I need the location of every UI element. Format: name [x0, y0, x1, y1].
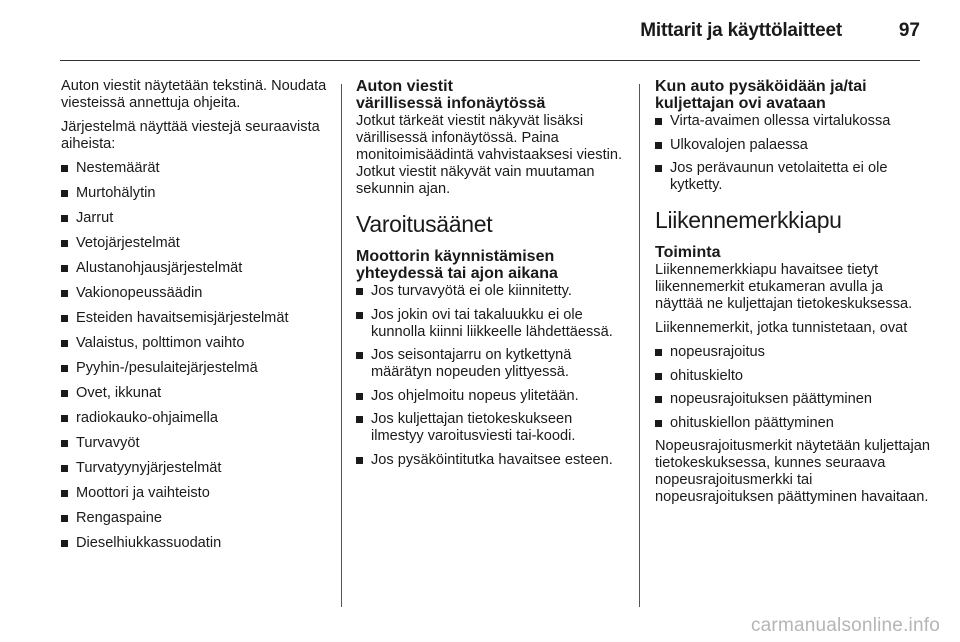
bullet-icon — [61, 415, 68, 422]
header-title: Mittarit ja käyttölaitteet — [640, 20, 842, 41]
list-item-text: Dieselhiukkassuodatin — [76, 535, 222, 551]
column-2 — [356, 78, 628, 475]
list-item — [356, 283, 628, 300]
list-item — [655, 344, 930, 361]
list-item — [61, 410, 331, 427]
subheading-line: Kun auto pysäköidään ja/tai — [655, 78, 867, 95]
list-item — [655, 391, 930, 408]
list-item — [356, 388, 628, 405]
list-item-text: Esteiden havaitsemisjärjestelmät — [76, 310, 289, 326]
list-item — [61, 310, 331, 327]
list-item — [356, 411, 628, 445]
subheading-line: Auton viestit — [356, 78, 453, 95]
subheading-line: yhteydessä tai ajon aikana — [356, 265, 558, 282]
warning-chime-list — [356, 283, 628, 469]
list-item-text: Jos perävaunun vetolaitetta ei ole kytketty. — [670, 160, 888, 193]
list-item-text: Jos jokin ovi tai takaluukku ei ole kunnolla kiinni liikkeelle lähdettäessä. — [371, 306, 613, 340]
bullet-icon — [61, 290, 68, 297]
list-item — [655, 137, 930, 154]
bullet-icon — [61, 265, 68, 272]
bullet-icon — [356, 352, 363, 359]
list-item-text: Jos ohjelmoitu nopeus ylitetään. — [371, 387, 579, 404]
list-item — [655, 415, 930, 432]
bullet-icon — [655, 165, 662, 172]
list-item-text: Virta-avaimen ollessa virtalukossa — [670, 113, 891, 129]
column-3 — [655, 78, 930, 513]
list-item — [655, 113, 930, 130]
watermark: carmanualsonline.info — [750, 615, 940, 636]
subheading-line: värillisessä infonäytössä — [356, 95, 546, 112]
list-item-text: ohituskiellon päättyminen — [670, 414, 834, 431]
bullet-icon — [61, 490, 68, 497]
message-topics-list — [61, 160, 331, 552]
list-item-text: Moottori ja vaihteisto — [76, 485, 210, 501]
list-item — [61, 385, 331, 402]
bullet-icon — [356, 288, 363, 295]
bullet-icon — [61, 390, 68, 397]
list-item-text: ohituskielto — [670, 367, 744, 384]
list-item — [61, 535, 331, 552]
bullet-icon — [61, 190, 68, 197]
list-item-text: Jos kuljettajan tietokeskukseen ilmestyy varoitusviesti tai-koodi. — [371, 411, 576, 444]
list-item — [61, 260, 331, 277]
list-item — [61, 435, 331, 452]
list-item-text: Jos turvavyötä ei ole kiinnitetty. — [371, 283, 572, 299]
bullet-icon — [356, 393, 363, 400]
list-item-text: Valaistus, polttimon vaihto — [76, 335, 245, 351]
bullet-icon — [655, 142, 662, 149]
list-item-text: radiokauko-ohjaimella — [76, 410, 218, 426]
list-item-text: Turvavyöt — [76, 435, 140, 451]
list-item-text: Ovet, ikkunat — [76, 385, 162, 401]
bullet-icon — [61, 515, 68, 522]
bullet-icon — [61, 465, 68, 472]
function-paragraph: Liikennemerkkiapu havaitsee tietyt liikennemerkit etukameran avulla ja näyttää ne kuljettajan tietokeskuksessa. — [655, 262, 913, 312]
subheading-line: kuljettajan ovi avataan — [655, 95, 826, 112]
parking-chime-list — [655, 113, 930, 194]
bullet-icon — [356, 416, 363, 423]
list-item — [61, 360, 331, 377]
topics-intro: Järjestelmä näyttää viestejä seuraavista aiheista: — [61, 119, 320, 152]
list-item-text: Pyyhin-/pesulaitejärjestelmä — [76, 360, 258, 376]
list-item — [61, 185, 331, 202]
list-item-text: Ulkovalojen palaessa — [670, 136, 808, 153]
list-item-text: Alustanohjausjärjestelmät — [76, 260, 243, 276]
list-item — [61, 335, 331, 352]
speed-limit-paragraph: Nopeusrajoitusmerkit näytetään kuljettajan tietokeskuksessa, kunnes seuraava nopeusrajoitusmerkki tai nopeusrajoituksen päättyminen havaitaan. — [655, 438, 931, 505]
bullet-icon — [655, 349, 662, 356]
subheading-engine-start — [356, 248, 628, 282]
list-item — [61, 510, 331, 527]
list-item-text: Nestemäärät — [76, 160, 160, 176]
colour-display-paragraph: Jotkut tärkeät viestit näkyvät lisäksi värillisessä infonäytössä. Paina monitoimisäädintä vahvistaaksesi viestin. Jotkut viestit näkyvät vain muutaman sekunnin ajan. — [356, 113, 623, 197]
list-item — [61, 460, 331, 477]
header-divider — [60, 60, 920, 61]
intro-paragraph: Auton viestit näytetään tekstinä. Noudata viesteissä annettuja ohjeita. — [61, 78, 327, 111]
bullet-icon — [655, 420, 662, 427]
bullet-icon — [655, 118, 662, 125]
subheading-parking — [655, 78, 930, 112]
list-item — [61, 160, 331, 177]
column-divider-1 — [341, 84, 342, 607]
subheading-line: Moottorin käynnistämisen — [356, 248, 555, 265]
bullet-icon — [61, 240, 68, 247]
list-item — [356, 452, 628, 469]
bullet-icon — [655, 396, 662, 403]
list-item-text: Jarrut — [76, 210, 114, 226]
list-item-text: Vakionopeussäädin — [76, 285, 203, 301]
bullet-icon — [61, 215, 68, 222]
page-number: 97 — [898, 20, 920, 41]
list-item-text: Rengaspaine — [76, 510, 163, 526]
list-item-text: Jos seisontajarru on kytkettynä määrätyn nopeuden ylittyessä. — [371, 347, 572, 380]
bullet-icon — [356, 312, 363, 319]
list-item — [61, 485, 331, 502]
list-item — [655, 160, 930, 194]
subheading-function: Toiminta — [655, 244, 721, 261]
list-item-text: Jos pysäköintitutka havaitsee esteen. — [371, 451, 613, 468]
subheading-colour-display — [356, 78, 628, 112]
list-item — [61, 210, 331, 227]
bullet-icon — [61, 540, 68, 547]
list-item-text: nopeusrajoituksen päättyminen — [670, 391, 873, 407]
list-item — [61, 235, 331, 252]
column-1 — [61, 78, 331, 560]
recognised-signs-list — [655, 344, 930, 432]
recognised-signs-intro: Liikennemerkit, jotka tunnistetaan, ovat — [655, 320, 908, 336]
bullet-icon — [61, 165, 68, 172]
section-heading-warning-chimes: Varoitusäänet — [356, 211, 493, 237]
bullet-icon — [655, 373, 662, 380]
list-item — [655, 368, 930, 385]
section-heading-traffic-sign-assistant: Liikennemerkkiapu — [655, 207, 842, 233]
list-item-text: nopeusrajoitus — [670, 344, 765, 360]
bullet-icon — [356, 457, 363, 464]
bullet-icon — [61, 365, 68, 372]
list-item — [356, 307, 628, 341]
list-item-text: Turvatyynyjärjestelmät — [76, 460, 222, 476]
list-item — [61, 285, 331, 302]
column-divider-2 — [639, 84, 640, 607]
list-item-text: Vetojärjestelmät — [76, 235, 180, 251]
bullet-icon — [61, 315, 68, 322]
list-item-text: Murtohälytin — [76, 185, 156, 201]
page-header — [0, 0, 960, 62]
list-item — [356, 347, 628, 381]
bullet-icon — [61, 440, 68, 447]
bullet-icon — [61, 340, 68, 347]
